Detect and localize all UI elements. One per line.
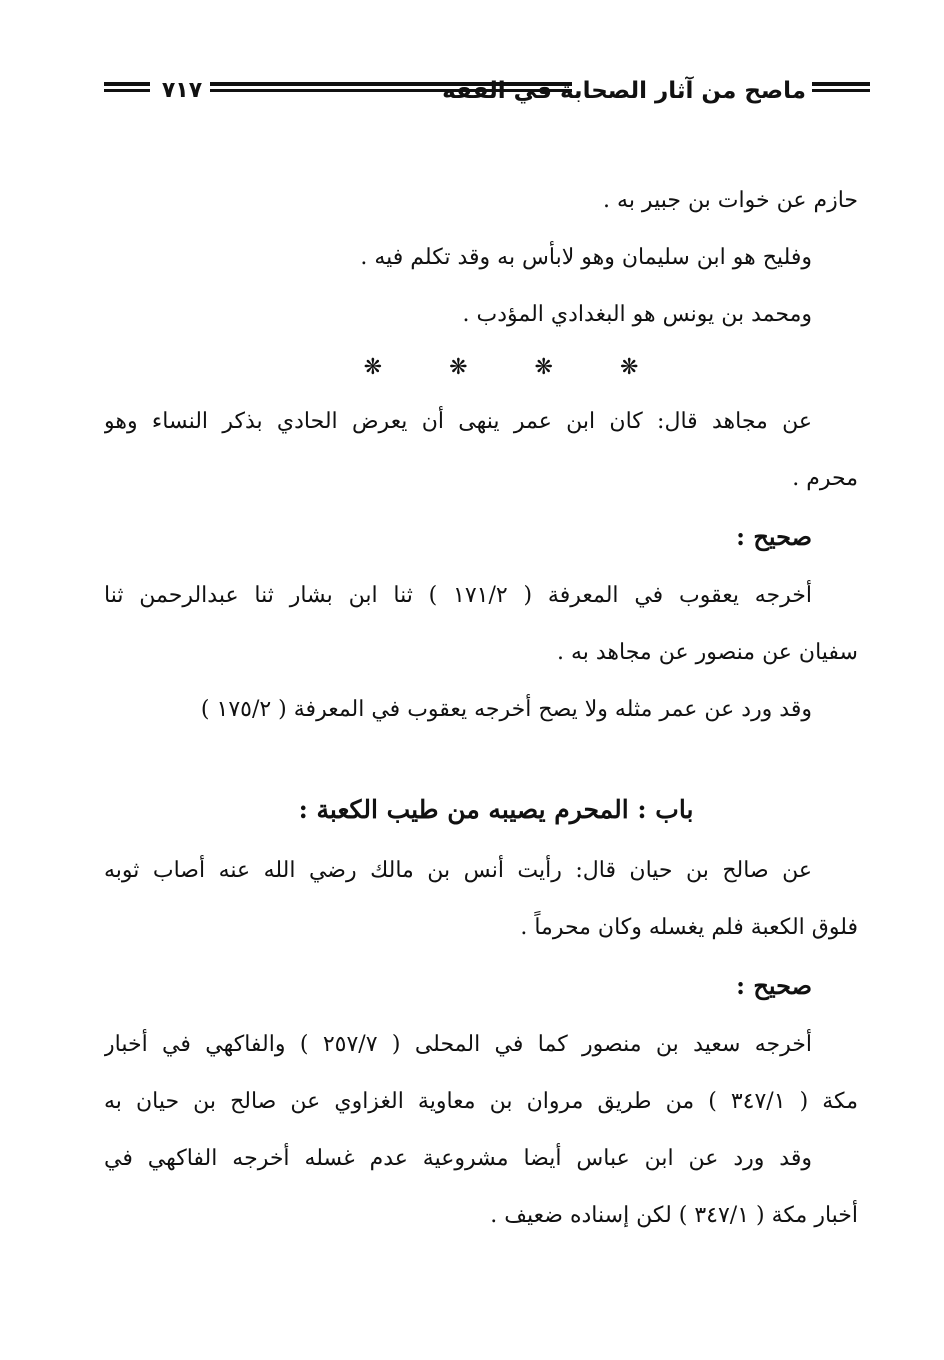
header-rule-left xyxy=(104,82,150,100)
text-line: سفيان عن منصور عن مجاهد به . xyxy=(556,640,858,665)
text-line: وفليح هو ابن سليمان وهو لابأس به وقد تكلم فيه . xyxy=(360,245,812,270)
star-ornament-icon: ❋ xyxy=(449,355,468,380)
grading-heading: صحيح : xyxy=(736,971,812,1000)
page-body xyxy=(104,172,858,1244)
star-ornament-icon: ❋ xyxy=(619,355,639,380)
text-line: وقد ورد عن عمر مثله ولا يصح أخرجه يعقوب في المعرفة ( ١٧٥/٢ ) xyxy=(200,697,812,722)
text-line: أخرجه سعيد بن منصور كما في المحلى ( ٢٥٧/٧ ) والفاكهي في أخبار xyxy=(104,1032,812,1057)
text-line: أخبار مكة ( ٣٤٧/١ ) لكن إسناده ضعيف . xyxy=(490,1203,858,1228)
header-rule-right xyxy=(812,82,870,100)
section-separator xyxy=(104,343,858,393)
text-line: فلوق الكعبة فلم يغسله وكان محرماً . xyxy=(520,915,858,940)
text-line: مكة ( ٣٤٧/١ ) من طريق مروان بن معاوية الغزاوي عن صالح بن حيان به xyxy=(104,1089,858,1114)
text-line: حازم عن خوات بن جبير به . xyxy=(603,188,858,213)
running-title: ماصح من آثار الصحابة في الفقه xyxy=(442,78,806,104)
star-ornament-icon: ❋ xyxy=(363,355,383,380)
text-line: أخرجه يعقوب في المعرفة ( ١٧١/٢ ) ثنا ابن بشار ثنا عبدالرحمن ثنا xyxy=(104,583,813,608)
text-line: عن مجاهد قال: كان ابن عمر ينهى أن يعرض الحادي بذكر النساء وهو xyxy=(104,409,812,434)
star-ornament-icon: ❋ xyxy=(534,355,553,380)
chapter-heading: باب : المحرم يصيبه من طيب الكعبة : xyxy=(298,795,694,824)
text-line: عن صالح بن حيان قال: رأيت أنس بن مالك رضي الله عنه أصاب ثوبه xyxy=(104,858,812,883)
text-line: وقد ورد عن ابن عباس أيضا مشروعية عدم غسله أخرجه الفاكهي في xyxy=(104,1146,812,1171)
grading-heading: صحيح : xyxy=(736,522,812,551)
text-line: محرم . xyxy=(792,466,858,491)
spacer xyxy=(104,738,858,778)
page-header xyxy=(104,74,870,108)
page-number: ٧١٧ xyxy=(161,78,203,103)
text-line: ومحمد بن يونس هو البغدادي المؤدب . xyxy=(462,302,812,327)
